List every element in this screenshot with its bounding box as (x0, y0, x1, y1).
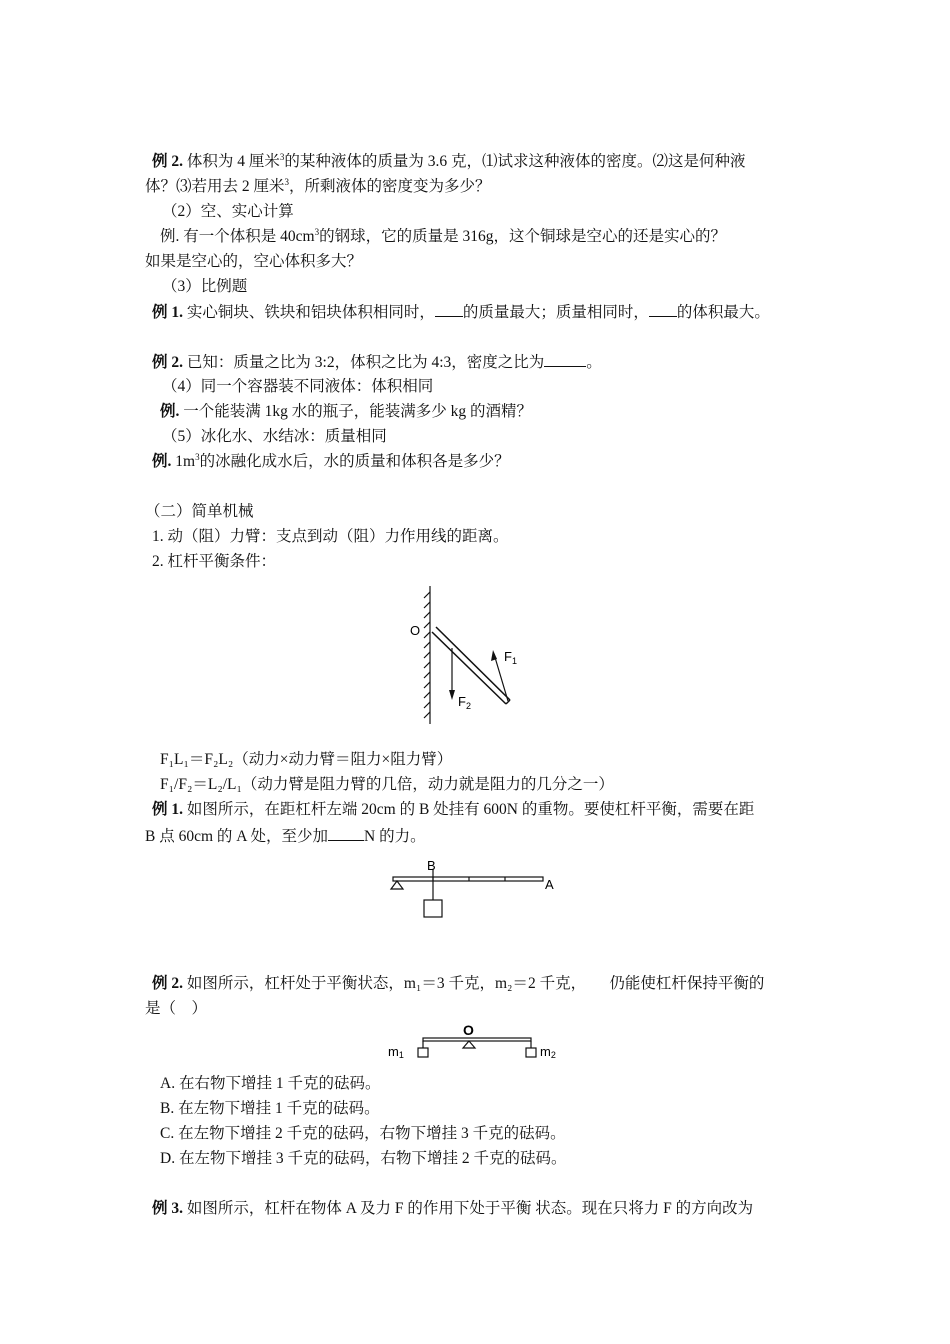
example-text: 。 (586, 354, 602, 371)
lever-formula-2: F₁/F₂＝L₂/L₁（动力臂是阻力臂的几倍，动力就是阻力的几分之一） (160, 776, 614, 793)
example-label: 例. (160, 403, 180, 420)
option-c: C. 在左物下增挂 2 千克的砝码，右物下增挂 3 千克的砝码。 (160, 1125, 566, 1142)
lever-formula-1: F₁L₁＝F₂L₂（动力×动力臂＝阻力×阻力臂） (160, 751, 453, 768)
example-text: 体积为 4 厘米 (186, 153, 280, 170)
answer-blank[interactable] (649, 302, 677, 317)
example-text: 已知：质量之比为 3:2，体积之比为 4:3，密度之比为 (186, 354, 545, 371)
density-example-2-line2 (145, 177, 491, 197)
example-label: 例 2. (152, 354, 184, 371)
example-text: 如图所示，在距杠杆左端 20cm 的 B 处挂有 600N 的重物。要使杠杆平衡，需要在距 (186, 801, 755, 818)
density-example-2-line1 (152, 152, 746, 172)
example-label: 例 2. (152, 975, 184, 992)
example-text: 如图所示，杠杆在物体 A 及力 F 的作用下处于平衡 状态。现在只将力 F 的方向改为 (186, 1200, 754, 1217)
example-text: 如图所示，杠杆处于平衡状态，m₁＝3 千克，m₂＝2 千克， 仍能使杠杆保持平衡的 (186, 975, 765, 992)
mass-label-m2: m2 (540, 1044, 556, 1060)
lever-example-2-line1 (152, 974, 764, 994)
example-text: 体？⑶若用去 2 厘米 (145, 178, 285, 195)
section-same-container-title: （4）同一个容器装不同液体：体积相同 (162, 378, 434, 395)
ratio-example-2 (152, 352, 602, 373)
hollow-example-line2: 如果是空心的，空心体积多大？ (145, 253, 363, 270)
force-label-f2: $F_2$ (458, 694, 471, 711)
example-text: 实心铜块、铁块和铝块体积相同时， (186, 304, 435, 321)
option-b: B. 在左物下增挂 1 千克的砝码。 (160, 1100, 380, 1117)
example-label: 例 1. (152, 304, 184, 321)
lever-example-2-line2: 是（ ） (145, 1000, 208, 1017)
lever-balance-figure (385, 1020, 575, 1065)
answer-blank[interactable] (435, 302, 463, 317)
section-hollow-solid-title: （2）空、实心计算 (162, 203, 294, 220)
pivot-label-o: O (463, 1022, 474, 1038)
ratio-example-1 (152, 302, 770, 323)
example-text: 的质量最大；质量相同时， (462, 304, 649, 321)
answer-blank[interactable] (328, 826, 364, 841)
example-text: 的某种液体的质量为 3.6 克，⑴试求这种液体的密度。⑵这是何种液 (284, 153, 746, 170)
force-label-f1: $F_1$ (504, 649, 517, 666)
example-text: ，所剩液体的密度变为多少？ (289, 178, 491, 195)
example-label: 例 3. (152, 1200, 184, 1217)
lever-example-1-line1 (152, 800, 754, 820)
example-label: 例 2. (152, 153, 184, 170)
section-ice-water-title: （5）冰化水、水结冰：质量相同 (162, 428, 387, 445)
superscript: 3 (195, 451, 200, 462)
example-text: 的体积最大。 (676, 304, 770, 321)
answer-blank[interactable] (544, 352, 586, 367)
lever-balance-condition: 2. 杠杆平衡条件： (152, 553, 277, 570)
lever-wall-figure (400, 582, 540, 732)
option-d: D. 在左物下增挂 3 千克的砝码，右物下增挂 2 千克的砝码。 (160, 1150, 567, 1167)
option-a: A. 在右物下增挂 1 千克的砝码。 (160, 1075, 381, 1092)
superscript: 3 (284, 176, 290, 187)
mass-label-m1: m1 (388, 1044, 404, 1060)
example-label: 例. (152, 453, 172, 470)
pivot-label-o: O (410, 623, 421, 638)
lever-example-1-line2 (145, 826, 426, 847)
section-simple-machines-title: （二）简单机械 (145, 503, 254, 520)
point-label-a: A (545, 877, 554, 892)
example-text: 1m (175, 453, 196, 470)
example-text: 一个能装满 1kg 水的瓶子，能装满多少 kg 的酒精？ (183, 403, 533, 420)
ice-water-example (152, 452, 510, 472)
lever-arm-definition: 1. 动（阻）力臂：支点到动（阻）力作用线的距离。 (152, 528, 509, 545)
lever-example-3-line1 (152, 1199, 753, 1219)
example-text: B 点 60cm 的 A 处，至少加 (145, 828, 328, 845)
point-label-b: B (427, 858, 436, 873)
example-text: 例. 有一个体积是 40cm (160, 228, 315, 245)
hollow-example-line1 (160, 227, 726, 247)
same-container-example (160, 402, 532, 422)
example-text: 的冰融化成水后，水的质量和体积各是多少？ (199, 453, 510, 470)
superscript: 3 (314, 226, 320, 237)
section-ratio-title: （3）比例题 (162, 278, 248, 295)
example-label: 例 1. (152, 801, 184, 818)
example-text: 的钢球，它的质量是 316g，这个铜球是空心的还是实心的？ (319, 228, 726, 245)
example-text: N 的力。 (364, 828, 426, 845)
superscript: 3 (279, 151, 285, 162)
lever-horizontal-figure (385, 855, 565, 925)
